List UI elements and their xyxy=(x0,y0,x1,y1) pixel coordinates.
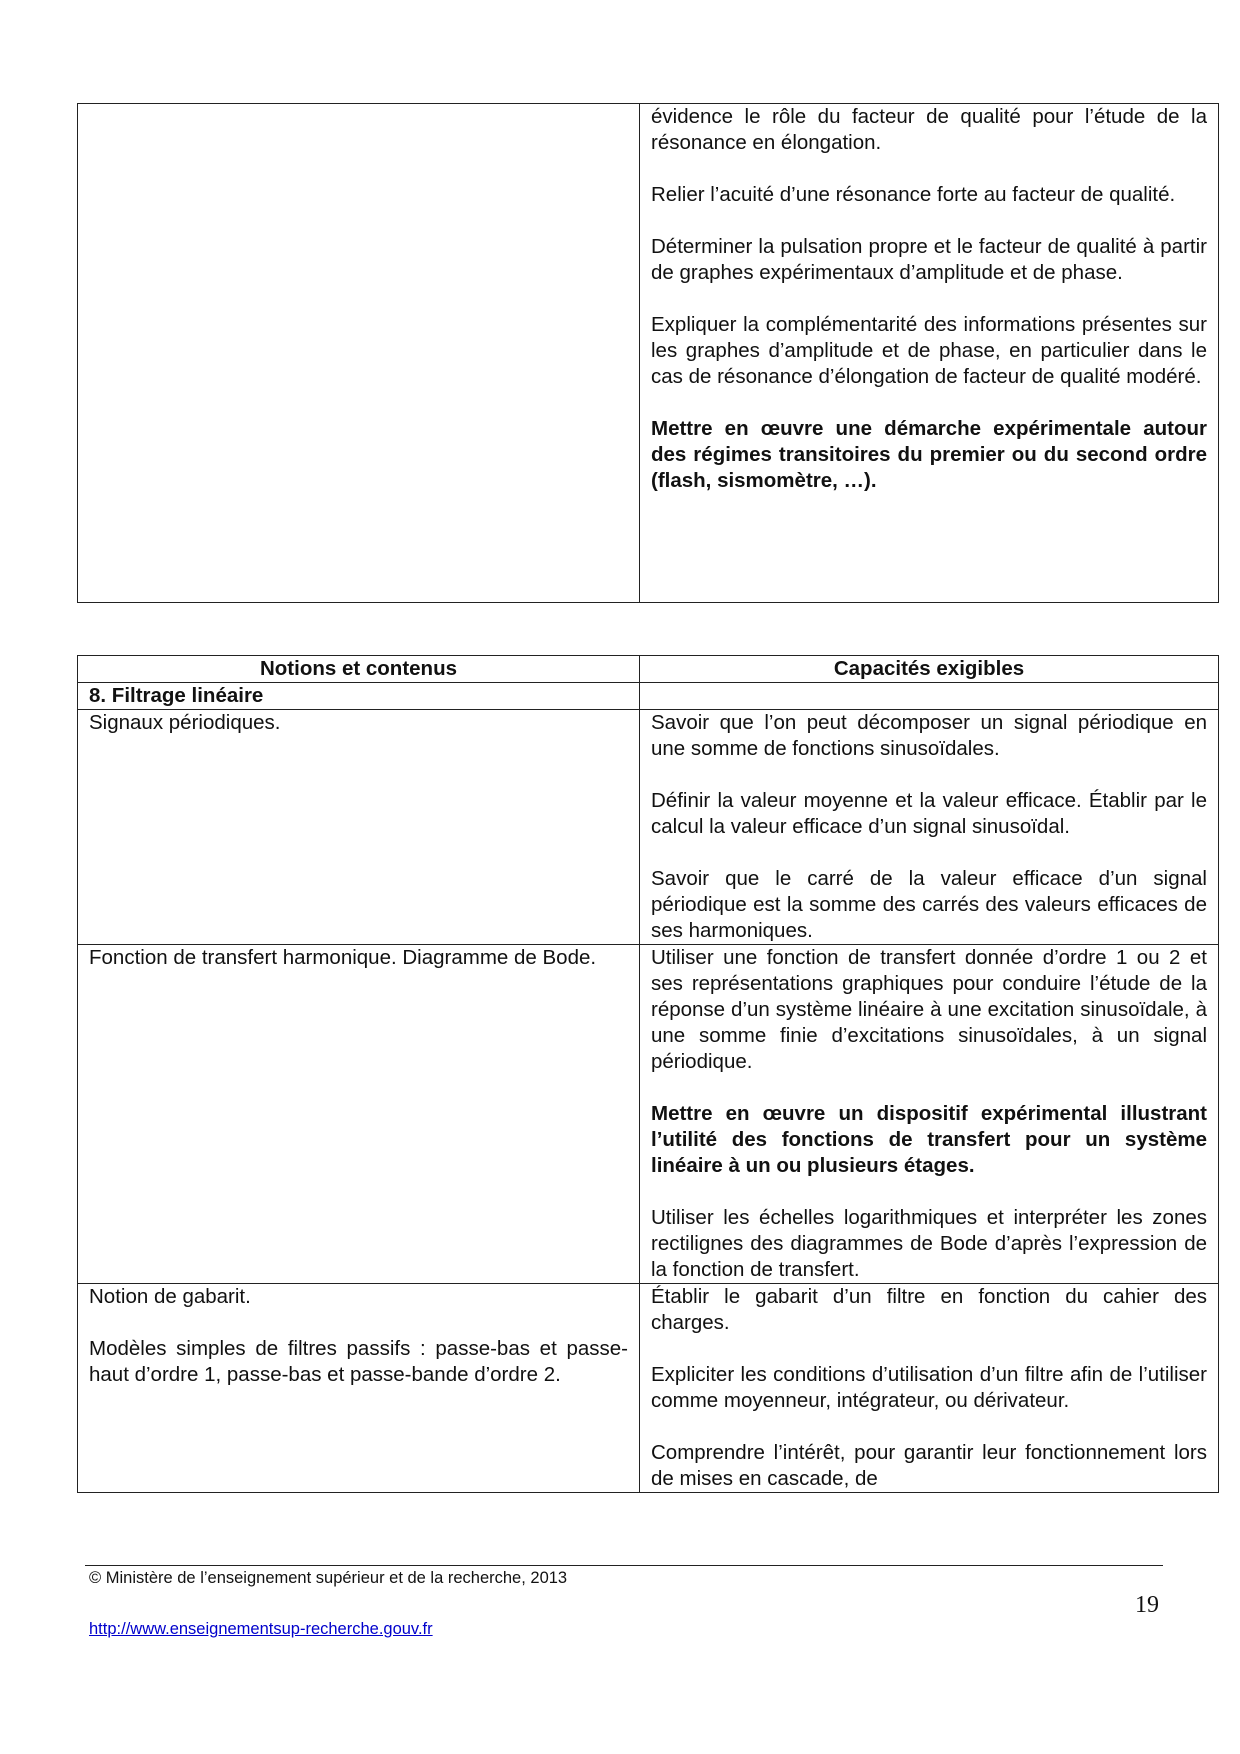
capacites-cell xyxy=(640,1284,1219,1493)
capacite-paragraph: Établir le gabarit d’un filtre en fonction du cahier des charges. xyxy=(651,1285,1207,1334)
section-row xyxy=(78,683,1219,710)
copyright-notice: © Ministère de l’enseignement supérieur et de la recherche, 2013 xyxy=(89,1569,568,1587)
capacite-paragraph: Savoir que l’on peut décomposer un signal périodique en une somme de fonctions sinusoïdales. xyxy=(651,711,1207,760)
programme-table xyxy=(77,655,1219,1493)
capacite-paragraph: Déterminer la pulsation propre et le facteur de qualité à partir de graphes expérimentaux d’amplitude et de phase. xyxy=(651,235,1207,284)
capacites-cell xyxy=(640,945,1219,1284)
table-row xyxy=(78,710,1219,945)
notions-cell xyxy=(78,1284,640,1493)
header-capacites: Capacités exigibles xyxy=(640,656,1219,683)
capacite-paragraph: Utiliser une fonction de transfert donnée d’ordre 1 ou 2 et ses représentations graphiques pour conduire l’étude de la réponse d’un système linéaire à une excitation sinusoïdale, à une somme finie d’excitations sinusoïdales, à un signal périodique. xyxy=(651,946,1207,1073)
notions-cell xyxy=(78,710,640,945)
section-title: 8. Filtrage linéaire xyxy=(78,683,640,710)
capacites-cell xyxy=(640,710,1219,945)
footer-divider xyxy=(85,1565,1163,1566)
empty-left-cell xyxy=(78,104,640,603)
notion-text: Modèles simples de filtres passifs : passe-bas et passe-haut d’ordre 1, passe-bas et passe-bande d’ordre 2. xyxy=(89,1337,628,1386)
ministry-link[interactable]: http://www.enseignementsup-recherche.gouv.fr xyxy=(89,1620,433,1638)
capacite-paragraph: évidence le rôle du facteur de qualité pour l’étude de la résonance en élongation. xyxy=(651,105,1207,154)
notion-text: Notion de gabarit. xyxy=(89,1285,251,1308)
page-number: 19 xyxy=(1135,1592,1159,1618)
capacite-paragraph: Définir la valeur moyenne et la valeur efficace. Établir par le calcul la valeur efficace d’un signal sinusoïdal. xyxy=(651,789,1207,838)
capacites-cell xyxy=(640,104,1219,603)
capacite-paragraph-bold: Mettre en œuvre une démarche expérimentale autour des régimes transitoires du premier ou du second ordre (flash, sismomètre, …). xyxy=(651,417,1207,492)
capacite-paragraph: Expliciter les conditions d’utilisation d’un filtre afin de l’utiliser comme moyenneur, intégrateur, ou dérivateur. xyxy=(651,1363,1207,1412)
capacite-paragraph: Relier l’acuité d’une résonance forte au facteur de qualité. xyxy=(651,183,1176,206)
table-row xyxy=(78,1284,1219,1493)
notions-cell xyxy=(78,945,640,1284)
capacite-paragraph: Expliquer la complémentarité des informations présentes sur les graphes d’amplitude et de phase, en particulier dans le cas de résonance d’élongation de facteur de qualité modéré. xyxy=(651,313,1207,388)
table-header-row xyxy=(78,656,1219,683)
capacite-paragraph: Savoir que le carré de la valeur efficace d’un signal périodique est la somme des carrés des valeurs efficaces de ses harmoniques. xyxy=(651,867,1207,942)
header-notions: Notions et contenus xyxy=(78,656,640,683)
table-row xyxy=(78,945,1219,1284)
notion-text: Fonction de transfert harmonique. Diagramme de Bode. xyxy=(89,946,597,969)
empty-cell xyxy=(640,683,1219,710)
continuation-table xyxy=(77,103,1219,603)
capacite-paragraph-bold: Mettre en œuvre un dispositif expérimental illustrant l’utilité des fonctions de transfert pour un système linéaire à un ou plusieurs étages. xyxy=(651,1102,1207,1177)
capacite-paragraph: Comprendre l’intérêt, pour garantir leur fonctionnement lors de mises en cascade, de xyxy=(651,1441,1207,1490)
notion-text: Signaux périodiques. xyxy=(89,711,281,734)
capacite-paragraph: Utiliser les échelles logarithmiques et interpréter les zones rectilignes des diagrammes de Bode d’après l’expression de la fonction de transfert. xyxy=(651,1206,1207,1281)
